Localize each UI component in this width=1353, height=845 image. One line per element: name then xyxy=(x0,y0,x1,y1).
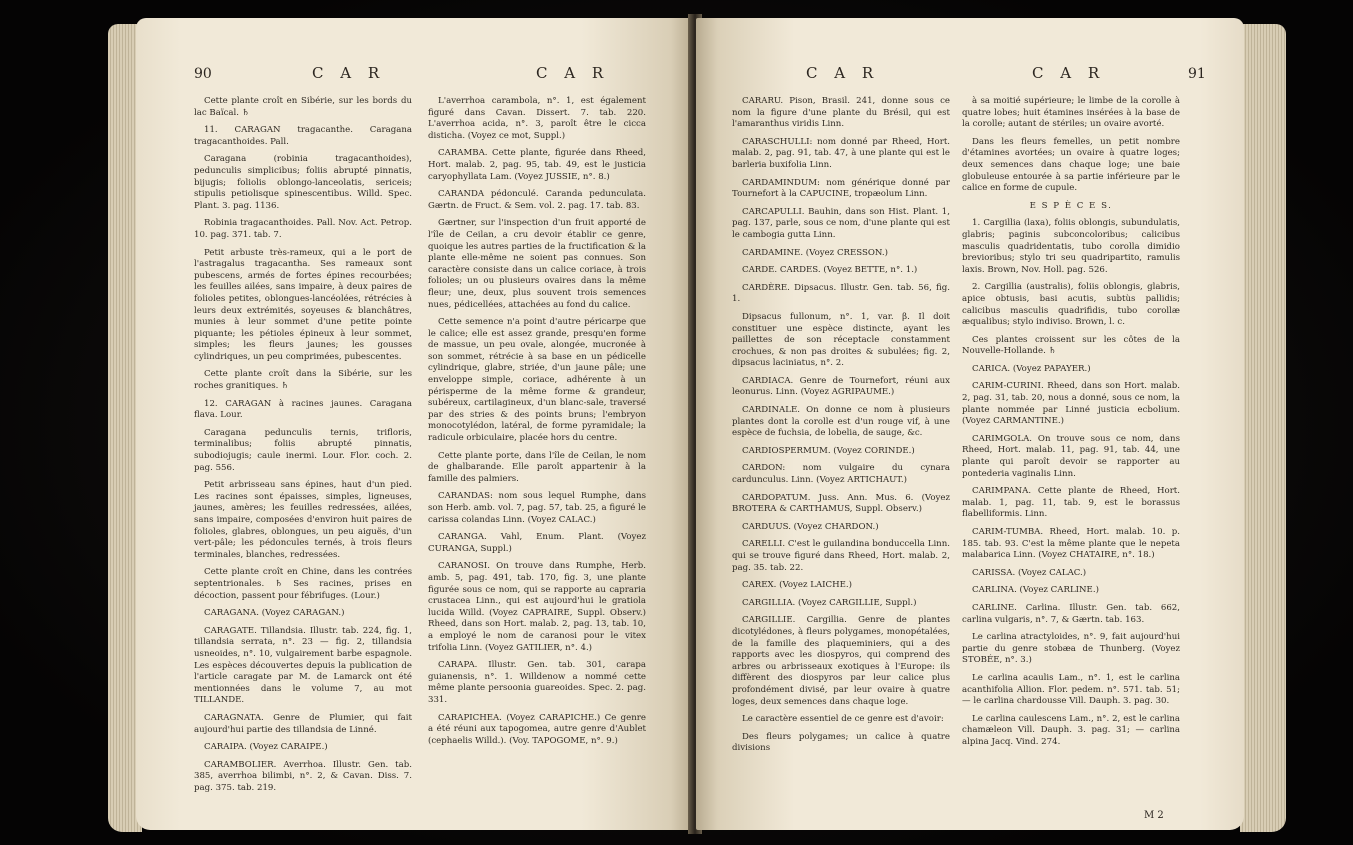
open-book xyxy=(108,14,1286,838)
entry-paragraph: Ces plantes croissent sur les côtes de la Nouvelle-Hollande. ♄ xyxy=(962,334,1180,357)
entry-paragraph: Des fleurs polygames; un calice à quatre divisions xyxy=(732,731,950,754)
signature-mark: M 2 xyxy=(1144,810,1164,821)
entry-paragraph: CARDE. CARDES. (Voyez BETTE, n°. 1.) xyxy=(742,265,918,276)
entry-paragraph: CARAMBA. Cette plante, figurée dans Rheed, Hort. malab. 2, pag. 95, tab. 49, est le justicia caryophyllata Lam. (Voyez JUSSIE, n°. 8.) xyxy=(428,148,646,182)
entry-paragraph: 2. Cargillia (australis), foliis oblongis, glabris, apice obtusis, basi acutis, subtùs pallidis; calicibus masculis quadrifidis, tubo corollæ æqualibus; stylo indiviso. Brown, l. c. xyxy=(962,282,1180,328)
entry-paragraph: Dipsacus fullonum, n°. 1, var. β. Il doit constituer une espèce distincte, ayant les paillettes de son réceptacle constamment crochues, & non pas droites & subulées; fig. 2, dipsacus laciniatus, n°. 2. xyxy=(732,311,950,369)
entry-paragraph: Cette semence n'a point d'autre péricarpe que le calice; elle est assez grande, presqu'en forme de massue, un peu ovale, alongée, mucronée à son sommet, rétrécie à sa base en un pédicelle cylindrique, glabre, striée, d'un jaune pâle; une enveloppe simple, coriace, adhérente à un périsperme de la même forme & grandeur, subéreux, cartilagineux, d'un blanc-sale, traversé par des stries & des points bruns; l'embryon monocotylédon, latéral, de forme pyramidale; la radicule orbiculaire, placée hors du centre. xyxy=(428,317,646,444)
entry-paragraph: CARANDA pédonculé. Caranda pedunculata. Gærtn. de Fruct. & Sem. vol. 2. pag. 17. tab. 83. xyxy=(428,189,646,211)
entry-paragraph: CARAPA. Illustr. Gen. tab. 301, carapa guianensis, n°. 1. Willdenow a nommé cette même plante persoonia guareoides. Spec. 2. pag. 331. xyxy=(428,660,646,705)
entry-paragraph: à sa moitié supérieure; le limbe de la corolle à quatre lobes; huit étamines insérées à la base de la corolle; autant de stériles; un ovaire avorté. xyxy=(962,96,1180,130)
entry-paragraph: CARLINE. Carlina. Illustr. Gen. tab. 662, carlina vulgaris, n°. 7, & Gærtn. tab. 163. xyxy=(962,602,1180,625)
entry-paragraph: Caragana pedunculis ternis, trifloris, terminalibus; foliis abrupté pinnatis, subodiojugis; caule inermi. Lour. Flor. coch. 2. pag. 556. xyxy=(194,427,412,473)
entry-paragraph: CAREX. (Voyez LAICHE.) xyxy=(742,580,852,591)
left-page-number: 90 xyxy=(194,66,212,82)
left-column-1 xyxy=(194,96,412,800)
entry-paragraph: Dans les fleurs femelles, un petit nombre d'étamines avortées; un ovaire à quatre loges; deux semences dans chaque loge; une baie globuleuse entourée à sa partie inférieure par le calice en forme de cupule. xyxy=(962,136,1180,194)
right-page-edges xyxy=(1240,24,1286,832)
entry-paragraph: 12. CARAGAN à racines jaunes. Caragana flava. Lour. xyxy=(194,398,412,421)
entry-paragraph: CARAGNATA. Genre de Plumier, qui fait aujourd'hui partie des tillandsia de Linné. xyxy=(194,712,412,735)
entry-paragraph: Le caractère essentiel de ce genre est d'avoir: xyxy=(742,714,944,725)
left-column-2 xyxy=(428,96,646,753)
entry-paragraph: Petit arbuste très-rameux, qui a le port de l'astragalus tragacantha. Ses rameaux sont pubescens, armés de fortes épines recourbées; les feuilles ailées, sans impaire, à deux paires de folioles petites, oblongues-lancéolées, rétrécies à leurs deux extrémités, soyeuses & blanchâtres, munies à leur sommet d'une petite pointe piquante; les pétioles épineux à leur sommet, simples; les fleurs jaunes; les gousses cylindriques, un peu comprimées, pubescentes. xyxy=(194,247,412,362)
entry-paragraph: CARDIOSPERMUM. (Voyez CORINDE.) xyxy=(742,445,915,456)
entry-paragraph: E S P È C E S. xyxy=(1029,200,1113,211)
entry-paragraph: CARDINALE. On donne ce nom à plusieurs plantes dont la corolle est d'un rouge vif, à une espèce de fuchsia, de lobelia, de sauge, &c. xyxy=(732,405,950,439)
right-page xyxy=(696,18,1244,830)
entry-paragraph: CARASCHULLI: nom donné par Rheed, Hort. malab. 2, pag. 91, tab. 47, à une plante qui est le barleria buxifolia Linn. xyxy=(732,136,950,170)
entry-paragraph: CARAIPA. (Voyez CARAIPE.) xyxy=(204,742,328,753)
entry-paragraph: CARCAPULLI. Bauhin, dans son Hist. Plant. 1, pag. 137, parle, sous ce nom, d'une plante qui est le cambogia gutta Linn. xyxy=(732,206,950,240)
entry-paragraph: CARAGATE. Tillandsia. Illustr. tab. 224, fig. 1, tillandsia serrata, n°. 23 — fig. 2, tillandsia usneoides, n°. 10, vulgairement barbe espagnole. Les espèces découvertes depuis la publication de l'article caragate par M. de Lamarck ont été mentionnées dans le volume 7, au mot TILLANDE. xyxy=(194,625,412,706)
entry-paragraph: CARGILLIE. Cargillia. Genre de plantes dicotylédones, à fleurs polygames, monopétalées, de la famille des plaqueminiers, qui a des rapports avec les diospyros, qui comprend des arbres ou arbrisseaux exotiques à l'Europe: ils diffèrent des diospyros par leur calice plus profondément divisé, par leur ovaire à quatre loges, deux semences dans chaque loge. xyxy=(732,615,950,707)
entry-paragraph: Cette plante croît dans la Sibérie, sur les roches granitiques. ♄ xyxy=(194,369,412,392)
entry-paragraph: CARIM-TUMBA. Rheed, Hort. malab. 10. p. 185. tab. 93. C'est la même plante que le nepeta malabarica Linn. (Voyez CHATAIRE, n°. 18.) xyxy=(962,527,1180,561)
right-column-2 xyxy=(962,96,1180,755)
entry-paragraph: CARLINA. (Voyez CARLINE.) xyxy=(972,585,1099,596)
entry-paragraph: Le carlina acaulis Lam., n°. 1, est le carlina acanthifolia Allion. Flor. pedem. n°. 571. tab. 51; — le carlina chardousse Vill. Dauph. 3. pag. 30. xyxy=(962,672,1180,707)
entry-paragraph: Cette plante croît en Sibérie, sur les bords du lac Baïcal. ♄ xyxy=(194,96,412,118)
entry-paragraph: CARICA. (Voyez PAPAYER.) xyxy=(972,363,1091,374)
entry-paragraph: CARIMGOLA. On trouve sous ce nom, dans Rheed, Hort. malab. 11, pag. 91, tab. 44, une plante qui paroît devoir se rapporter au pontederia vaginalis Linn. xyxy=(962,433,1180,479)
left-running-header-2: C A R xyxy=(536,64,610,82)
entry-paragraph: Cette plante croît en Chine, dans les contrées septentrionales. ♄ Ses racines, prises en décoction, passent pour fébrifuges. (Lour.) xyxy=(194,567,412,601)
entry-paragraph: Gærtner, sur l'inspection d'un fruit apporté de l'île de Ceilan, a cru devoir établir ce genre, quoique les autres parties de la fructification & la plante elle-même ne soient pas connues. Son caractère consiste dans un calice coriace, à trois folioles; un ou plusieurs ovaires dans la même fleur; une, deux, plus souvent trois semences nues, pédicellées, attachées au fond du calice. xyxy=(428,218,646,310)
entry-paragraph: CARANOSI. On trouve dans Rumphe, Herb. amb. 5, pag. 491, tab. 170, fig. 3, une plante figurée sous ce nom, qui se rapporte au capraria crustacea Linn., qui est aujourd'hui le gratiola lucida Willd. (Voyez CAPRAIRE, Suppl. Observ.) Rheed, dans son Hort. malab. 2, pag. 13, tab. 10, a employé le nom de caranosi pour le vitex trifolia Linn. (Voyez GATILIER, n°. 4.) xyxy=(428,561,646,653)
entry-paragraph: L'averrhoa carambola, n°. 1, est également figuré dans Cavan. Dissert. 7. tab. 220. L'averrhoa acida, n°. 3, paroît être le cicca disticha. (Voyez ce mot, Suppl.) xyxy=(428,96,646,141)
right-running-header-1: C A R xyxy=(806,64,880,82)
entry-paragraph: CARISSA. (Voyez CALAC.) xyxy=(972,567,1087,578)
entry-paragraph: CARDAMINDUM: nom générique donné par Tournefort à la CAPUCINE, tropæolum Linn. xyxy=(732,177,950,200)
right-column-1 xyxy=(732,96,950,761)
right-page-number: 91 xyxy=(1188,66,1206,82)
entry-paragraph: CARIMPANA. Cette plante de Rheed, Hort. malab. 1, pag. 11, tab. 9, est le borassus flabelliformis. Linn. xyxy=(962,486,1180,520)
right-running-header-2: C A R xyxy=(1032,64,1106,82)
entry-paragraph: CARANGA. Vahl, Enum. Plant. (Voyez CURANGA, Suppl.) xyxy=(428,532,646,554)
entry-paragraph: CARAMBOLIER. Averrhoa. Illustr. Gen. tab. 385, averrhoa bilimbi, n°. 2, & Cavan. Diss. 7. pag. 375. tab. 219. xyxy=(194,759,412,793)
entry-paragraph: Caragana (robinia tragacanthoides), pedunculis simplicibus; foliis abrupté pinnatis, bijugis; foliolis oblongo-lanceolatis, sericeis; stipulis petiolisque spinescentibus. Willd. Spec. Plant. 3. pag. 1136. xyxy=(194,154,412,211)
left-running-header-1: C A R xyxy=(312,64,386,82)
entry-paragraph: CARIM-CURINI. Rheed, dans son Hort. malab. 2, pag. 31, tab. 20, nous a donné, sous ce nom, la plante nommée par Linné justicia ecbolium. (Voyez CARMANTINE.) xyxy=(962,381,1180,427)
entry-paragraph: CARAGANA. (Voyez CARAGAN.) xyxy=(204,608,345,619)
entry-paragraph: Petit arbrisseau sans épines, haut d'un pied. Les racines sont épaisses, simples, ligneuses, jaunes, amères; les feuilles redressées, ailées, sans impaire, composées d'environ huit paires de folioles, glabres, oblongues, un peu aiguës, d'un vert-pâle; les pédoncules ternés, à trois fleurs terminales, blanches, redressées. xyxy=(194,480,412,560)
entry-paragraph: Le carlina atractyloides, n°. 9, fait aujourd'hui partie du genre stobæa de Thunberg. (Voyez STOBÉE, n°. 3.) xyxy=(962,632,1180,666)
entry-paragraph: CARGILLIA. (Voyez CARGILLIE, Suppl.) xyxy=(742,597,917,608)
entry-paragraph: CARDUUS. (Voyez CHARDON.) xyxy=(742,521,879,532)
entry-paragraph: CARELLI. C'est le guilandina bonduccella Linn. qui se trouve figuré dans Rheed, Hort. malab. 2, pag. 35. tab. 22. xyxy=(732,539,950,573)
entry-paragraph: CARDAMINE. (Voyez CRESSON.) xyxy=(742,247,888,258)
entry-paragraph: CARDOPATUM. Juss. Ann. Mus. 6. (Voyez BROTERA & CARTHAMUS, Suppl. Observ.) xyxy=(732,492,950,515)
entry-paragraph: 11. CARAGAN tragacanthe. Caragana tragacanthoides. Pall. xyxy=(194,125,412,147)
entry-paragraph: Robinia tragacanthoides. Pall. Nov. Act. Petrop. 10. pag. 371. tab. 7. xyxy=(194,218,412,240)
entry-paragraph: Le carlina caulescens Lam., n°. 2, est le carlina chamæleon Vill. Dauph. 3. pag. 31; — carlina alpina Jacq. Vind. 274. xyxy=(962,713,1180,747)
entry-paragraph: Cette plante porte, dans l'île de Ceilan, le nom de ghalbarande. Elle paroît appartenir à la famille des palmiers. xyxy=(428,450,646,484)
entry-paragraph: CARANDAS: nom sous lequel Rumphe, dans son Herb. amb. vol. 7, pag. 57, tab. 25, a figuré le carissa colandas Linn. (Voyez CALAC.) xyxy=(428,491,646,525)
entry-paragraph: CARDON: nom vulgaire du cynara cardunculus. Linn. (Voyez ARTICHAUT.) xyxy=(732,463,950,486)
left-page xyxy=(136,18,693,830)
entry-paragraph: CARDIACA. Genre de Tournefort, réuni aux leonurus. Linn. (Voyez AGRIPAUME.) xyxy=(732,375,950,398)
entry-paragraph: CARAPICHEA. (Voyez CARAPICHE.) Ce genre a été réuni aux tapogomea, autre genre d'Aublet (cephaelis Willd.). (Voy. TAPOGOME, n°. 9.) xyxy=(428,712,646,746)
entry-paragraph: CARARU. Pison, Brasil. 241, donne sous ce nom la figure d'une plante du Brésil, qui est l'amaranthus viridis Linn. xyxy=(732,96,950,130)
entry-paragraph: 1. Cargillia (laxa), foliis oblongis, subundulatis, glabris; paginis subconcoloribus; calicibus masculis quadridentatis, tubo corolla dimidio brevioribus; stylo tri seu quadripartito, ramulis laxis. Brown, Nov. Holl. pag. 526. xyxy=(962,218,1180,275)
entry-paragraph: CARDÈRE. Dipsacus. Illustr. Gen. tab. 56, fig. 1. xyxy=(732,282,950,305)
